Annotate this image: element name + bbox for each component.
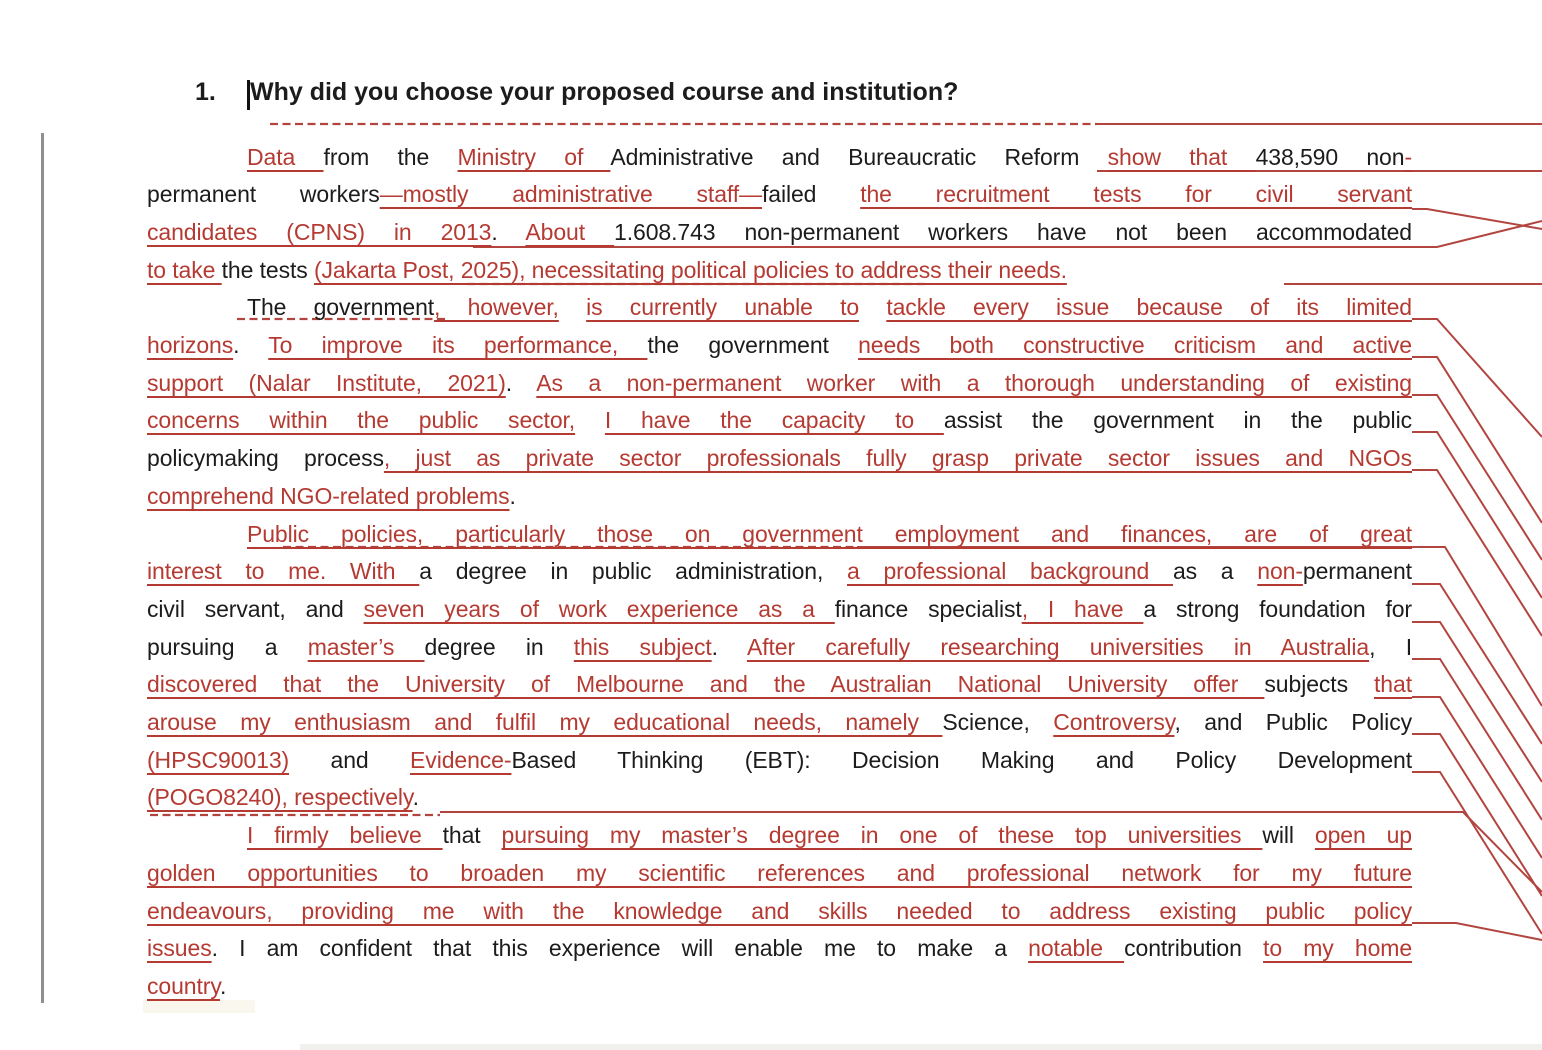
inserted-text: arouse my enthusiasm and fulfil my educational needs, namely xyxy=(147,709,943,735)
text-cursor xyxy=(247,80,250,110)
original-text: will xyxy=(1262,822,1315,849)
tracked-changes-margin-bar xyxy=(41,133,44,1003)
inserted-text: open up xyxy=(1314,822,1412,849)
text-line-p1[interactable] xyxy=(147,251,1412,289)
inserted-text: Ministry of xyxy=(457,143,611,170)
text-line-p3[interactable] xyxy=(147,778,1412,816)
original-text: policymaking process xyxy=(147,445,384,472)
inserted-text: To improve its performance, xyxy=(268,332,648,358)
text-line-p2[interactable] xyxy=(147,439,1412,477)
inserted-text: seven years of work experience as a xyxy=(363,595,835,622)
question-heading[interactable] xyxy=(195,78,958,107)
text-line-p2[interactable] xyxy=(147,326,1412,364)
original-text: that xyxy=(442,822,502,849)
inserted-text: in one of these top universities xyxy=(860,822,1263,849)
inserted-text: this subject xyxy=(573,633,712,660)
original-text: , I xyxy=(1369,633,1413,660)
original-text: permanent xyxy=(1302,558,1412,585)
inserted-text: notable xyxy=(1028,935,1125,962)
text-line-p4[interactable] xyxy=(147,892,1412,930)
inserted-text: , however, xyxy=(434,294,559,321)
inserted-text: is currently unable to xyxy=(586,294,860,321)
next-element-edge xyxy=(300,1044,1542,1050)
inserted-text: comprehend NGO-related problems xyxy=(147,482,510,509)
original-text: a degree in public administration, xyxy=(419,558,847,585)
text-line-p2[interactable] xyxy=(147,364,1412,402)
inserted-text: show that xyxy=(1107,143,1256,170)
original-text: Based Thinking (EBT): Decision Making and Policy Development xyxy=(511,746,1413,773)
inserted-text: to take xyxy=(147,256,222,283)
original-text: the government xyxy=(647,332,859,358)
inserted-text: I have the capacity to xyxy=(604,407,944,434)
text-line-p3[interactable] xyxy=(147,590,1412,628)
original-text: 1.608.743 non-permanent workers have not been accommodated xyxy=(614,218,1412,245)
inserted-text: issues xyxy=(147,935,212,962)
original-text: assist the government in the public xyxy=(943,407,1412,434)
text-line-p4[interactable] xyxy=(147,967,1412,1005)
inserted-text: golden opportunities to broaden my scientific references and professional network for my future xyxy=(147,859,1412,886)
text-line-p3[interactable] xyxy=(147,628,1412,666)
inserted-text: needs both constructive criticism and active xyxy=(858,332,1413,358)
original-text: Science, xyxy=(942,709,1054,735)
inserted-text: interest to me. With xyxy=(147,558,420,585)
original-text: pursuing a xyxy=(147,633,308,660)
text-line-p4[interactable] xyxy=(147,854,1412,892)
inserted-text: candidates (CPNS) in 2013 xyxy=(147,218,492,245)
original-text: permanent workers xyxy=(147,181,380,208)
inserted-text: , I have xyxy=(1021,595,1144,622)
inserted-text: that xyxy=(1374,671,1412,698)
original-text: contribution xyxy=(1124,935,1264,962)
original-text: The government xyxy=(247,294,435,321)
inserted-text: the recruitment tests for civil servant xyxy=(860,181,1412,208)
inserted-text: non- xyxy=(1257,558,1303,585)
original-text xyxy=(575,407,605,433)
inserted-text: About xyxy=(525,218,615,245)
inserted-text: (POGO8240), respectively xyxy=(147,784,413,811)
text-line-p4[interactable] xyxy=(147,929,1412,967)
inserted-text: pursuing my master’s degree xyxy=(501,822,861,849)
inserted-text: master’s xyxy=(307,633,425,660)
question-number: 1. xyxy=(195,78,216,106)
inserted-text: , just as private sector professionals fully grasp private sector issues and NGOs xyxy=(383,445,1412,472)
inserted-text: (Jakarta Post, 2025), necessitating political policies to address their needs. xyxy=(313,256,1067,283)
text-line-p1[interactable] xyxy=(147,213,1412,251)
original-text xyxy=(859,294,886,320)
original-text: civil servant, and xyxy=(147,595,364,622)
inserted-text: As a non-permanent worker with a thorough understanding of existing xyxy=(536,369,1413,396)
text-line-p2[interactable] xyxy=(147,288,1412,326)
inserted-text: —mostly administrative staff— xyxy=(379,181,762,208)
text-line-p1[interactable] xyxy=(147,138,1412,176)
inserted-text: Data xyxy=(247,143,324,170)
original-text: as a xyxy=(1172,558,1258,585)
original-text: , and Public Policy xyxy=(1174,709,1412,735)
original-text: . xyxy=(491,218,526,245)
inserted-text: Controversy xyxy=(1053,709,1175,735)
inserted-text: endeavours, providing me with the knowledge and skills needed to address existing public policy xyxy=(147,897,1412,924)
inserted-text: a professional background xyxy=(847,558,1173,585)
original-text: . xyxy=(509,482,516,509)
inserted-text: After carefully researching universities in Australia xyxy=(746,633,1370,660)
original-text: . I am confident that this experience will enable me to make a xyxy=(211,935,1029,962)
original-text: subjects xyxy=(1264,671,1375,698)
inserted-text: Public policies, particularly those on government employment and finances, are of great xyxy=(247,520,1412,547)
text-line-p3[interactable] xyxy=(147,665,1412,703)
original-text: . xyxy=(220,972,227,999)
inserted-text: Evidence- xyxy=(410,746,512,773)
original-text: Administrative and Bureaucratic Reform xyxy=(610,143,1108,170)
original-text: and xyxy=(289,746,411,773)
text-line-p3[interactable] xyxy=(147,741,1412,779)
original-text: failed xyxy=(761,181,861,208)
text-line-p3[interactable] xyxy=(147,552,1412,590)
original-text: degree in xyxy=(424,633,574,660)
inserted-text: I firmly believe xyxy=(247,822,443,849)
original-text: . xyxy=(412,784,419,811)
original-text: . xyxy=(711,633,747,660)
inserted-text: concerns within the public sector, xyxy=(147,407,576,434)
question-title: Why did you choose your proposed course and institution? xyxy=(250,78,959,106)
original-text: the tests xyxy=(221,256,314,283)
inserted-text: country xyxy=(147,972,221,999)
inserted-text: to my home xyxy=(1263,935,1413,962)
inserted-text: horizons xyxy=(147,332,234,358)
text-line-p2[interactable] xyxy=(147,477,1412,515)
original-text: a strong foundation for xyxy=(1143,595,1412,622)
text-line-p1[interactable] xyxy=(147,175,1412,213)
inserted-text: - xyxy=(1404,143,1413,170)
text-line-p4[interactable] xyxy=(147,816,1412,854)
original-text: from the xyxy=(323,143,458,170)
original-text: . xyxy=(505,369,537,396)
inserted-text: discovered that the University of Melbourne and the Australian National University offer xyxy=(147,671,1265,698)
inserted-text: tackle every issue because of its limited xyxy=(886,294,1412,321)
text-line-p2[interactable] xyxy=(147,401,1412,439)
original-text: finance specialist xyxy=(834,595,1022,622)
original-text: . xyxy=(233,332,269,358)
original-text: 438,590 non xyxy=(1255,143,1405,170)
text-line-p3[interactable] xyxy=(147,703,1412,741)
inserted-text: (HPSC90013) xyxy=(147,746,290,773)
inserted-text: support (Nalar Institute, 2021) xyxy=(147,369,506,396)
text-line-p3[interactable] xyxy=(147,515,1412,553)
original-text xyxy=(559,294,586,320)
